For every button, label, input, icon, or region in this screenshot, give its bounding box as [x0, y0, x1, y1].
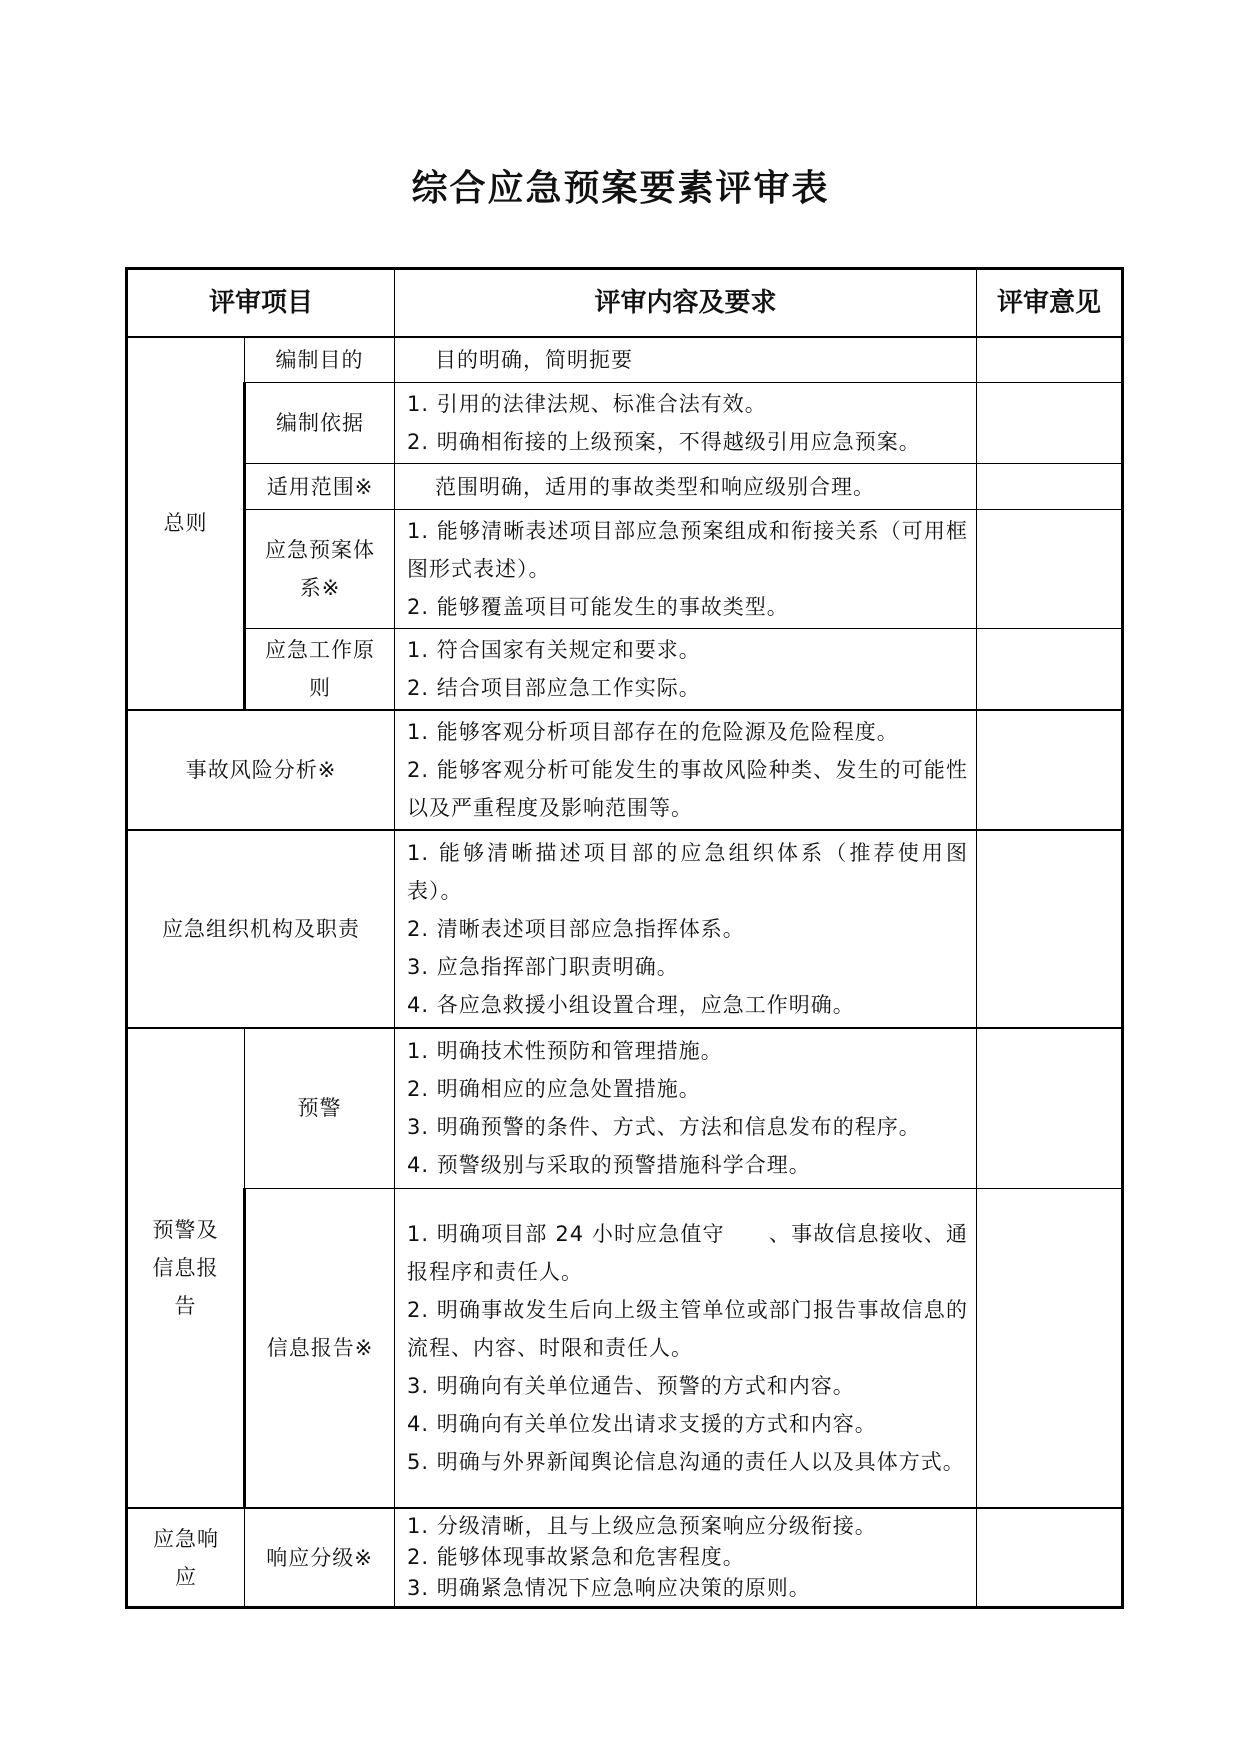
opinion-cell[interactable]: [977, 464, 1123, 510]
opinion-cell[interactable]: [977, 510, 1123, 629]
item-purpose: 编制目的: [245, 337, 395, 383]
content-response-level: 1. 分级清晰，且与上级应急预案响应分级衔接。 2. 能够体现事故紧急和危害程度。 3. 明确紧急情况下应急响应决策的原则。: [395, 1508, 977, 1608]
content-basis: 1. 引用的法律法规、标准合法有效。 2. 明确相衔接的上级预案，不得越级引用应急预案。: [395, 383, 977, 464]
opinion-cell[interactable]: [977, 383, 1123, 464]
content-organization: 1. 能够清晰描述项目部的应急组织体系（推荐使用图表）。 2. 清晰表述项目部应急指挥体系。 3. 应急指挥部门职责明确。 4. 各应急救援小组设置合理，应急工作明确。: [395, 830, 977, 1028]
review-table: [125, 267, 1124, 1609]
table-row: [127, 1028, 1123, 1188]
category-risk-analysis: 事故风险分析※: [127, 710, 395, 830]
table-row: [127, 710, 1123, 830]
table-row: [127, 1508, 1123, 1608]
table-row: [127, 830, 1123, 1028]
opinion-cell[interactable]: [977, 710, 1123, 830]
table-row: [127, 464, 1123, 510]
content-info-report: 1. 明确项目部 24 小时应急值守 、事故信息接收、通报程序和责任人。 2. 明确事故发生后向上级主管单位或部门报告事故信息的流程、内容、时限和责任人。 3. 明确向有关单位通告、预警的方式和内容。 4. 明确向有关单位发出请求支援的方式和内容。 5. 明确与外界新闻舆论信息沟通的责任人以及具体方式。: [395, 1188, 977, 1508]
content-scope: 范围明确，适用的事故类型和响应级别合理。: [395, 464, 977, 510]
category-emergency-response: 应急响应: [127, 1508, 245, 1608]
item-response-level: 响应分级※: [245, 1508, 395, 1608]
table-row: [127, 510, 1123, 629]
opinion-cell[interactable]: [977, 337, 1123, 383]
item-basis: 编制依据: [245, 383, 395, 464]
item-plan-system: 应急预案体系※: [245, 510, 395, 629]
opinion-cell[interactable]: [977, 1188, 1123, 1508]
table-header-row: [127, 269, 1123, 337]
content-warning: 1. 明确技术性预防和管理措施。 2. 明确相应的应急处置措施。 3. 明确预警的条件、方式、方法和信息发布的程序。 4. 预警级别与采取的预警措施科学合理。: [395, 1028, 977, 1188]
opinion-cell[interactable]: [977, 629, 1123, 711]
header-review-opinion: 评审意见: [977, 269, 1123, 337]
item-scope: 适用范围※: [245, 464, 395, 510]
content-plan-system: 1. 能够清晰表述项目部应急预案组成和衔接关系（可用框图形式表述）。 2. 能够覆盖项目可能发生的事故类型。: [395, 510, 977, 629]
table-row: [127, 337, 1123, 383]
item-info-report: 信息报告※: [245, 1188, 395, 1508]
category-warning-report: 预警及信息报告: [127, 1028, 245, 1508]
table-row: [127, 1188, 1123, 1508]
table-row: [127, 629, 1123, 711]
item-warning: 预警: [245, 1028, 395, 1188]
opinion-cell[interactable]: [977, 830, 1123, 1028]
content-risk-analysis: 1. 能够客观分析项目部存在的危险源及危险程度。 2. 能够客观分析可能发生的事故风险种类、发生的可能性以及严重程度及影响范围等。: [395, 710, 977, 830]
header-review-item: 评审项目: [127, 269, 395, 337]
item-work-principle: 应急工作原则: [245, 629, 395, 711]
opinion-cell[interactable]: [977, 1028, 1123, 1188]
opinion-cell[interactable]: [977, 1508, 1123, 1608]
category-general: 总则: [127, 337, 245, 711]
content-purpose: 目的明确，简明扼要: [395, 337, 977, 383]
page-title: 综合应急预案要素评审表: [411, 168, 830, 209]
table-row: [127, 383, 1123, 464]
content-work-principle: 1. 符合国家有关规定和要求。 2. 结合项目部应急工作实际。: [395, 629, 977, 711]
category-organization: 应急组织机构及职责: [127, 830, 395, 1028]
header-review-content: 评审内容及要求: [395, 269, 977, 337]
